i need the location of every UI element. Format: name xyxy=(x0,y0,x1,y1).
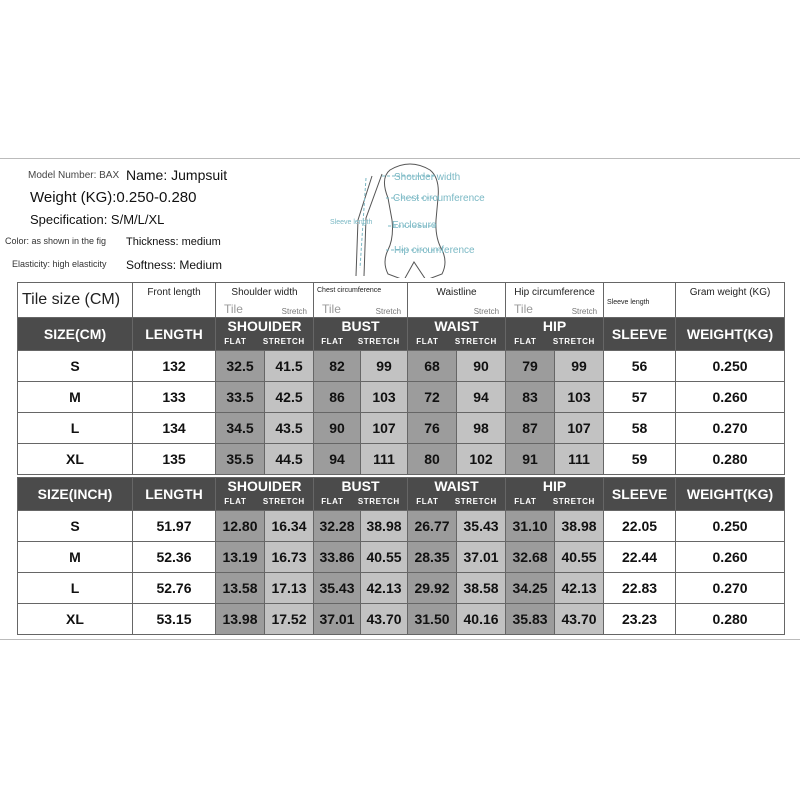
cell-bust-flat: 94 xyxy=(314,444,361,475)
header-length: LENGTH xyxy=(133,478,216,511)
cell-waist-flat: 26.77 xyxy=(408,511,457,542)
cell-waist-stretch: 37.01 xyxy=(457,542,506,573)
product-elasticity: Elasticity: high elasticity xyxy=(12,259,107,269)
header-bust: BUST FLAT STRETCH xyxy=(314,478,408,511)
cell-waist-stretch: 38.58 xyxy=(457,573,506,604)
cell-waist-stretch: 102 xyxy=(457,444,506,475)
product-weight: Weight (KG):0.250-0.280 xyxy=(30,189,197,206)
cell-weight: 0.260 xyxy=(676,382,785,413)
cell-shoulder-flat: 13.98 xyxy=(216,604,265,635)
header-weight: WEIGHT(KG) xyxy=(676,318,785,351)
cell-sleeve: 56 xyxy=(604,351,676,382)
cell-shoulder-stretch: 41.5 xyxy=(265,351,314,382)
cell-shoulder-flat: 34.5 xyxy=(216,413,265,444)
sub-flat: FLAT xyxy=(224,497,247,506)
label-shoulder-tile: Tile xyxy=(224,302,243,316)
label-shoulder-width: Shoulder width Tile Stretch xyxy=(216,283,314,318)
table-row xyxy=(18,351,785,382)
header-sleeve: SLEEVE xyxy=(604,478,676,511)
header-sleeve: SLEEVE xyxy=(604,318,676,351)
cell-waist-flat: 72 xyxy=(408,382,457,413)
label-hip-tile: Tile xyxy=(514,302,533,316)
cell-bust-flat: 33.86 xyxy=(314,542,361,573)
cell-shoulder-stretch: 16.73 xyxy=(265,542,314,573)
sub-stretch: STRETCH xyxy=(454,497,497,506)
cell-waist-flat: 29.92 xyxy=(408,573,457,604)
cell-bust-flat: 37.01 xyxy=(314,604,361,635)
cell-shoulder-stretch: 17.13 xyxy=(265,573,314,604)
cell-bust-stretch: 99 xyxy=(361,351,408,382)
cell-hip-stretch: 111 xyxy=(555,444,604,475)
sub-stretch: STRETCH xyxy=(357,337,400,346)
cell-waist-stretch: 35.43 xyxy=(457,511,506,542)
cell-bust-flat: 35.43 xyxy=(314,573,361,604)
label-shoulder-stretch: Stretch xyxy=(281,307,307,316)
label-gram-weight: Gram weight (KG) xyxy=(676,283,785,318)
cell-bust-stretch: 107 xyxy=(361,413,408,444)
table-row xyxy=(18,382,785,413)
cell-shoulder-flat: 12.80 xyxy=(216,511,265,542)
sub-flat: FLAT xyxy=(416,497,439,506)
cell-size: L xyxy=(18,413,133,444)
cell-size: XL xyxy=(18,604,133,635)
header-size-inch: SIZE(INCH) xyxy=(18,478,133,511)
header-hip: HIP FLAT STRETCH xyxy=(506,318,604,351)
cell-waist-flat: 28.35 xyxy=(408,542,457,573)
cell-weight: 0.270 xyxy=(676,413,785,444)
cell-bust-stretch: 111 xyxy=(361,444,408,475)
figure-label-chest: Chest circumference xyxy=(393,193,485,204)
cell-size: S xyxy=(18,511,133,542)
cell-shoulder-flat: 32.5 xyxy=(216,351,265,382)
cell-length: 53.15 xyxy=(133,604,216,635)
cell-sleeve: 58 xyxy=(604,413,676,444)
cell-hip-flat: 83 xyxy=(506,382,555,413)
header-shoulder: SHOUIDER FLAT STRETCH xyxy=(216,478,314,511)
product-name: Name: Jumpsuit xyxy=(126,167,228,183)
cell-waist-flat: 31.50 xyxy=(408,604,457,635)
cell-hip-flat: 34.25 xyxy=(506,573,555,604)
table-row xyxy=(18,511,785,542)
figure-label-hip: Hip circumference xyxy=(394,245,475,256)
cell-bust-stretch: 38.98 xyxy=(361,511,408,542)
cell-hip-flat: 91 xyxy=(506,444,555,475)
sub-stretch: STRETCH xyxy=(454,337,497,346)
sub-stretch: STRETCH xyxy=(262,337,305,346)
header-waist: WAIST FLAT STRETCH xyxy=(408,478,506,511)
label-waistline: Waistline Stretch xyxy=(408,283,506,318)
sub-flat: FLAT xyxy=(321,497,344,506)
cell-shoulder-stretch: 16.34 xyxy=(265,511,314,542)
header-hip: HIP FLAT STRETCH xyxy=(506,478,604,511)
cell-size: M xyxy=(18,542,133,573)
cell-hip-stretch: 99 xyxy=(555,351,604,382)
cell-hip-flat: 31.10 xyxy=(506,511,555,542)
sub-flat: FLAT xyxy=(321,337,344,346)
sub-stretch: STRETCH xyxy=(552,497,595,506)
label-chest-tile: Tile xyxy=(322,302,341,316)
cell-waist-flat: 68 xyxy=(408,351,457,382)
cell-weight: 0.260 xyxy=(676,542,785,573)
label-chest-circumference: Chest circumference Tile Stretch xyxy=(314,283,408,318)
figure-label-sleeve: Sleeve length xyxy=(330,219,373,226)
figure-label-shoulder: Shoulder width xyxy=(394,172,461,183)
cell-weight: 0.270 xyxy=(676,573,785,604)
product-color: Color: as shown in the fig xyxy=(5,236,107,246)
cell-hip-flat: 87 xyxy=(506,413,555,444)
header-length: LENGTH xyxy=(133,318,216,351)
cell-bust-stretch: 42.13 xyxy=(361,573,408,604)
cell-shoulder-stretch: 42.5 xyxy=(265,382,314,413)
figure-label-enclosure: Enclosure xyxy=(392,220,437,231)
cell-shoulder-flat: 33.5 xyxy=(216,382,265,413)
cell-hip-stretch: 38.98 xyxy=(555,511,604,542)
sub-flat: FLAT xyxy=(416,337,439,346)
sub-flat: FLAT xyxy=(514,337,537,346)
model-number: Model Number: BAX xyxy=(28,170,120,181)
label-waist-stretch: Stretch xyxy=(473,307,500,316)
header-bust: BUST FLAT STRETCH xyxy=(314,318,408,351)
sub-flat: FLAT xyxy=(514,497,537,506)
cell-hip-flat: 79 xyxy=(506,351,555,382)
cell-shoulder-flat: 13.19 xyxy=(216,542,265,573)
cell-sleeve: 57 xyxy=(604,382,676,413)
sub-stretch: STRETCH xyxy=(357,497,400,506)
cell-hip-stretch: 103 xyxy=(555,382,604,413)
cell-waist-flat: 80 xyxy=(408,444,457,475)
cell-shoulder-stretch: 17.52 xyxy=(265,604,314,635)
sub-stretch: STRETCH xyxy=(552,337,595,346)
cell-sleeve: 59 xyxy=(604,444,676,475)
cell-sleeve: 22.44 xyxy=(604,542,676,573)
cell-shoulder-flat: 13.58 xyxy=(216,573,265,604)
cell-hip-stretch: 40.55 xyxy=(555,542,604,573)
cell-bust-stretch: 103 xyxy=(361,382,408,413)
cell-waist-stretch: 40.16 xyxy=(457,604,506,635)
label-hip-circumference: Hip circumference Tile Stretch xyxy=(506,283,604,318)
cell-size: S xyxy=(18,351,133,382)
cell-length: 52.76 xyxy=(133,573,216,604)
label-chest-stretch: Stretch xyxy=(375,307,402,316)
table-row xyxy=(18,444,785,475)
cell-shoulder-stretch: 43.5 xyxy=(265,413,314,444)
cell-hip-flat: 35.83 xyxy=(506,604,555,635)
cell-bust-stretch: 43.70 xyxy=(361,604,408,635)
cell-bust-stretch: 40.55 xyxy=(361,542,408,573)
cell-hip-flat: 32.68 xyxy=(506,542,555,573)
cell-weight: 0.280 xyxy=(676,604,785,635)
header-weight: WEIGHT(KG) xyxy=(676,478,785,511)
cell-weight: 0.250 xyxy=(676,351,785,382)
product-thickness: Thickness: medium xyxy=(126,236,221,248)
cell-length: 134 xyxy=(133,413,216,444)
cell-length: 51.97 xyxy=(133,511,216,542)
header-waist: WAIST FLAT STRETCH xyxy=(408,318,506,351)
cell-weight: 0.250 xyxy=(676,511,785,542)
table-row xyxy=(18,413,785,444)
cell-length: 132 xyxy=(133,351,216,382)
cell-sleeve: 22.83 xyxy=(604,573,676,604)
header-shoulder: SHOUIDER FLAT STRETCH xyxy=(216,318,314,351)
label-hip-stretch: Stretch xyxy=(571,307,598,316)
cell-weight: 0.280 xyxy=(676,444,785,475)
cell-size: XL xyxy=(18,444,133,475)
cell-hip-stretch: 43.70 xyxy=(555,604,604,635)
cell-waist-flat: 76 xyxy=(408,413,457,444)
table-row xyxy=(18,604,785,635)
cell-hip-stretch: 42.13 xyxy=(555,573,604,604)
cell-size: M xyxy=(18,382,133,413)
cell-waist-stretch: 98 xyxy=(457,413,506,444)
cell-shoulder-stretch: 44.5 xyxy=(265,444,314,475)
label-front-length: Front length xyxy=(133,283,216,318)
size-table-cm xyxy=(17,282,785,475)
table-row xyxy=(18,542,785,573)
table-row xyxy=(18,573,785,604)
size-table-inch xyxy=(17,477,785,635)
cell-length: 52.36 xyxy=(133,542,216,573)
product-specification: Specification: S/M/L/XL xyxy=(30,212,165,227)
cell-hip-stretch: 107 xyxy=(555,413,604,444)
cell-shoulder-flat: 35.5 xyxy=(216,444,265,475)
cell-sleeve: 22.05 xyxy=(604,511,676,542)
cell-waist-stretch: 90 xyxy=(457,351,506,382)
cell-bust-flat: 86 xyxy=(314,382,361,413)
cell-length: 135 xyxy=(133,444,216,475)
sub-flat: FLAT xyxy=(224,337,247,346)
body-measurement-figure xyxy=(330,158,500,278)
cell-size: L xyxy=(18,573,133,604)
cell-sleeve: 23.23 xyxy=(604,604,676,635)
label-sleeve-length: Sleeve length xyxy=(604,283,676,318)
cell-bust-flat: 32.28 xyxy=(314,511,361,542)
cell-bust-flat: 82 xyxy=(314,351,361,382)
cell-length: 133 xyxy=(133,382,216,413)
sub-stretch: STRETCH xyxy=(262,497,305,506)
product-softness: Softness: Medium xyxy=(126,258,223,272)
cell-waist-stretch: 94 xyxy=(457,382,506,413)
cell-bust-flat: 90 xyxy=(314,413,361,444)
header-size-cm: SIZE(CM) xyxy=(18,318,133,351)
label-tile-size: Tile size (CM) xyxy=(18,283,133,318)
